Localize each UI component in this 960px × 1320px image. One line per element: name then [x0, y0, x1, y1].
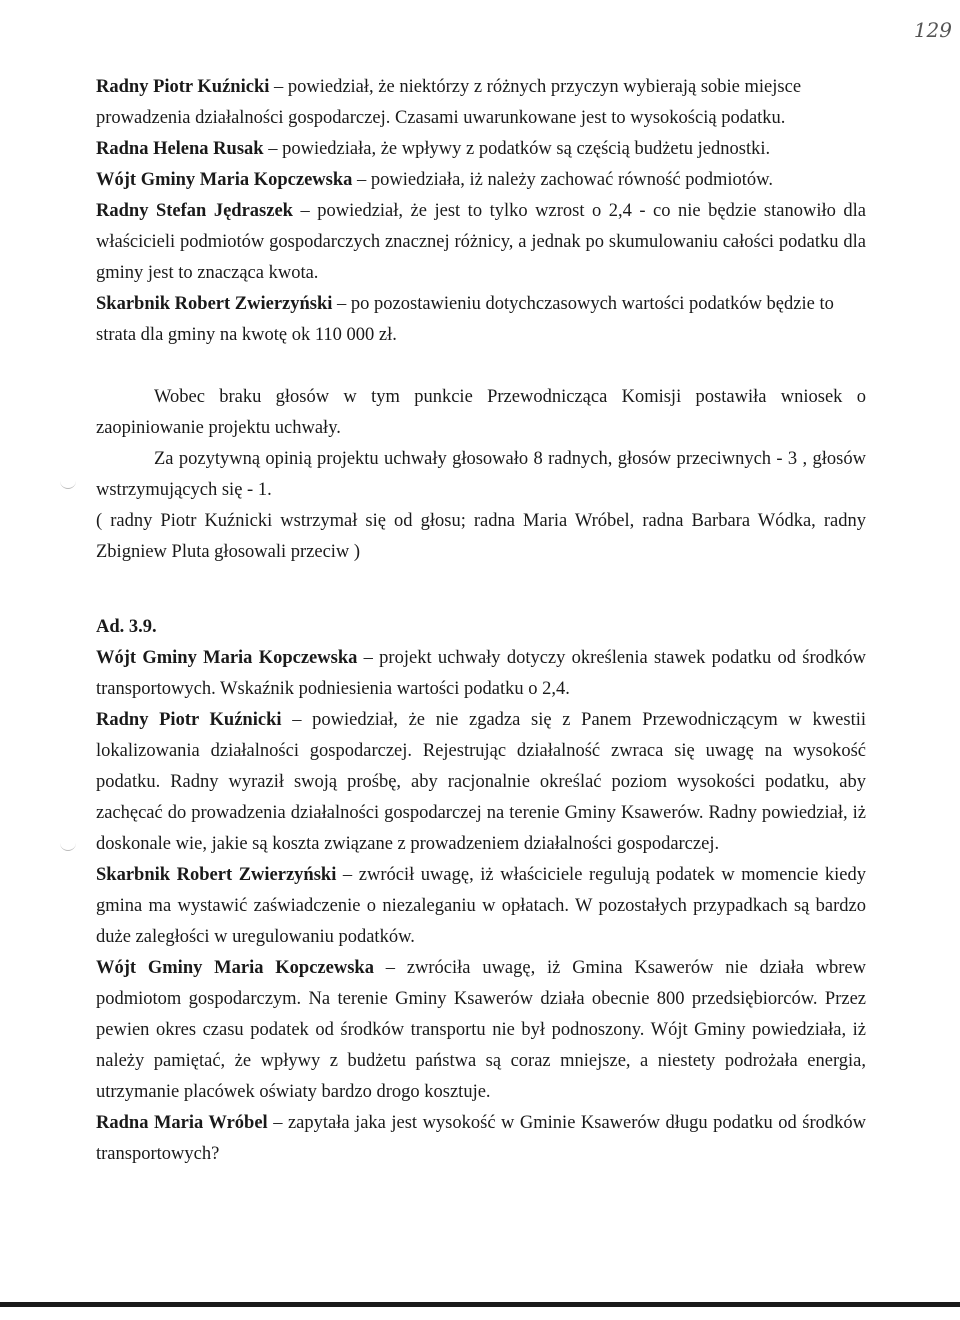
statement-paragraph [96, 705, 866, 860]
speaker-name: Wójt Gminy Maria Kopczewska [96, 648, 358, 668]
statement-paragraph [96, 196, 866, 289]
statement-text: – powiedział, że niektórzy z różnych przyczyn wybierają sobie miejsce prowadzenia działalności gospodarczej. Czasami uwarunkowane jest to wysokością podatku. [96, 77, 802, 128]
speaker-name: Radna Maria Wróbel [96, 1113, 268, 1133]
statement-paragraph [96, 289, 866, 351]
page-bottom-rule [0, 1302, 960, 1307]
vote-result: Za pozytywną opinią projektu uchwały głosowało 8 radnych, głosów przeciwnych - 3 , głosów wstrzymujących się - 1. [96, 449, 866, 500]
statement-text: – po pozostawieniu dotychczasowych wartości podatków będzie to strata dla gminy na kwotę ok 110 000 zł. [96, 294, 834, 345]
statement-paragraph [96, 860, 866, 953]
statement-paragraph [96, 953, 866, 1108]
statement-paragraph [96, 134, 866, 165]
speaker-name: Skarbnik Robert Zwierzyński [96, 294, 333, 314]
speaker-name: Wójt Gminy Maria Kopczewska [96, 170, 353, 190]
statement-paragraph [96, 643, 866, 705]
statement-text: – zapytała jaka jest wysokość w Gminie Ksawerów długu podatku od środków transportowych? [96, 1113, 866, 1164]
document-body [96, 72, 866, 1170]
speaker-name: Radna Helena Rusak [96, 139, 264, 159]
punch-hole-mark [60, 478, 76, 489]
statement-paragraph [96, 72, 866, 134]
punch-hole-mark [60, 840, 76, 851]
vote-intro: Wobec braku głosów w tym punkcie Przewodnicząca Komisji postawiła wniosek o zaopiniowanie projektu uchwały. [96, 387, 866, 438]
statement-text: – projekt uchwały dotyczy określenia stawek podatku od środków transportowych. Wskaźnik podniesienia wartości podatku o 2,4. [96, 648, 866, 699]
statement-text: – powiedział, że jest to tylko wzrost o 2,4 - co nie będzie stanowiło dla właścicieli podmiotów gospodarczych znacznej różnicy, a jednak po skumulowaniu całości podatku dla gminy jest to znacząca kwota. [96, 201, 866, 283]
speaker-name: Wójt Gminy Maria Kopczewska [96, 958, 374, 978]
statement-text: – zwróciła uwagę, iż Gmina Ksawerów nie działa wbrew podmiotom gospodarczym. Na terenie Gminy Ksawerów działa obecnie 800 przedsiębiorców. Przez pewien okres czasu podatek od środków transportu nie był podnoszony. Wójt Gminy powiedziała, iż należy pamiętać, że wpływy z budżetu państwa są coraz mniejsze, a niestety podrożała energia, utrzymanie placówek oświaty bardzo drogo kosztuje. [96, 958, 866, 1102]
statement-text: – powiedziała, iż należy zachować równość podmiotów. [352, 170, 773, 190]
section-heading: Ad. 3.9. [96, 617, 157, 637]
vote-note: ( radny Piotr Kuźnicki wstrzymał się od głosu; radna Maria Wróbel, radna Barbara Wódka, radny Zbigniew Pluta głosowali przeciw ) [96, 511, 866, 562]
statement-text: – zwrócił uwagę, iż właściciele regulują podatek w momencie kiedy gmina ma wystawić zaświadczenie o niezaleganiu w opłatach. W pozostałych przypadkach są bardzo duże zaległości w uregulowaniu podatków. [96, 865, 866, 947]
speaker-name: Skarbnik Robert Zwierzyński [96, 865, 337, 885]
page-number: 129 [913, 18, 952, 42]
speaker-name: Radny Piotr Kuźnicki [96, 77, 270, 97]
statement-text: – powiedział, że nie zgadza się z Panem Przewodniczącym w kwestii lokalizowania działalności gospodarczej. Rejestrując działalność zwraca się uwagę na wysokość podatku. Radny wyraził swoją prośbę, aby racjonalnie określać poziom wysokości podatku, aby zachęcać do prowadzenia działalności gospodarczej na terenie Gminy Ksawerów. Radny powiedział, iż doskonale wie, jakie są koszta związane z prowadzeniem działalności gospodarczej. [96, 710, 866, 854]
statement-paragraph [96, 1108, 866, 1170]
speaker-name: Radny Piotr Kuźnicki [96, 710, 282, 730]
speaker-name: Radny Stefan Jędraszek [96, 201, 293, 221]
statement-text: – powiedziała, że wpływy z podatków są częścią budżetu jednostki. [263, 139, 771, 159]
statement-paragraph [96, 165, 866, 196]
